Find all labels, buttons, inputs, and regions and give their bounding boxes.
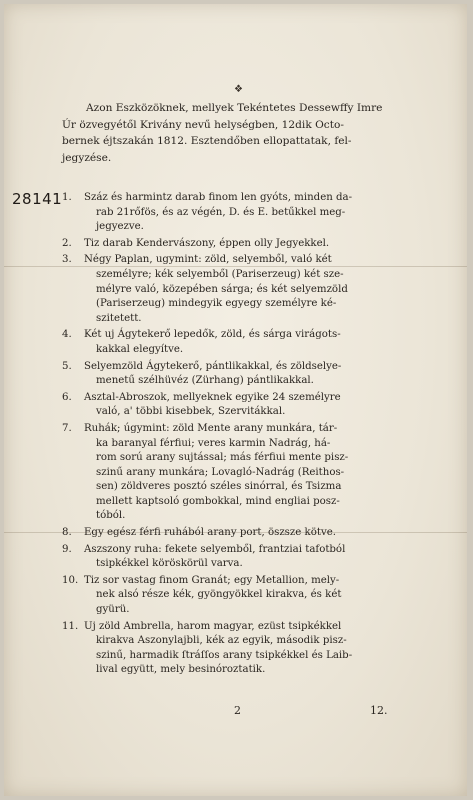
inventory-item	[62, 328, 400, 357]
item-number: 1.	[62, 192, 72, 203]
inventory-item	[62, 253, 400, 326]
item-line: Asztal-Abroszok, mellyeknek egyike 24 személyre	[84, 391, 341, 403]
signature-mark: 2	[234, 704, 241, 717]
item-number: 3.	[62, 254, 72, 266]
item-number: 4.	[62, 329, 72, 341]
item-line: gyürü.	[96, 604, 130, 616]
item-line: jegyezve.	[96, 221, 144, 233]
item-line: Négy Paplan, ugymint: zöld, selyemből, való két	[84, 254, 332, 266]
item-line: mélyre való, közepében sárga; és két selyemzöld	[96, 283, 348, 295]
inventory-item	[62, 191, 400, 235]
item-number: 11.	[62, 620, 79, 632]
item-line: (Pariserzeug) mindegyik egyegy személyre ké-	[96, 298, 337, 310]
inventory-item	[62, 422, 400, 524]
item-line: kirakva Aszonylajbli, kék az egyik, második pisz-	[96, 635, 347, 647]
item-line: Uj zöld Ambrella, harom magyar, ezüst tsipkékkel	[84, 620, 342, 632]
item-line: Aszszony ruha: fekete selyemből, frantziai tafotból	[84, 543, 346, 555]
document-page	[4, 4, 467, 796]
item-line: szinű arany munkára; Lovagló-Nadrág (Reithos-	[96, 466, 345, 478]
heading-line: Úr özvegyétől Krivány nevű helységben, 12dik Octo-	[62, 118, 344, 131]
item-number: 10.	[62, 574, 79, 586]
item-number: 9.	[62, 543, 72, 555]
item-line: nek alsó része kék, gyöngyökkel kirakva, és két	[96, 589, 342, 601]
item-line: ka baranyal férfiui; veres karmin Nadrág, há-	[96, 437, 331, 449]
heading-line: bernek éjtszakán 1812. Esztendőben ellopattatak, fel-	[62, 135, 352, 148]
item-line: menetű szélhüvéz (Zürhang) pántlikakkal.	[96, 375, 314, 387]
inventory-item	[62, 574, 400, 618]
item-number: 8.	[62, 527, 72, 539]
item-line: Tiz darab Kendervászony, éppen olly Jegyekkel.	[84, 237, 330, 249]
item-line: lival együtt, mely besinóroztatik.	[96, 664, 266, 676]
heading-line: Azon Eszközöknek, mellyek Tekéntetes Dessewffy Imre	[86, 102, 383, 114]
inventory-item	[62, 526, 400, 541]
item-line: személyre; kék selyemből (Pariserzeug) két sze-	[96, 268, 344, 280]
item-line: Ruhák; úgymint: zöld Mente arany munkára, tár-	[84, 422, 338, 434]
item-line: tóból.	[96, 510, 126, 522]
item-number: 5.	[62, 360, 72, 372]
inventory-item	[62, 391, 400, 420]
item-number: 2.	[62, 237, 72, 249]
item-line: kakkal elegyítve.	[96, 343, 184, 355]
page-number: 12.	[370, 704, 388, 717]
item-line: Tiz sor vastag finom Granát; egy Metallion, mely-	[84, 574, 340, 586]
inventory-list	[62, 191, 400, 680]
item-line: Selyemzöld Ágytekerő, pántlikakkal, és zöldselye-	[84, 360, 342, 372]
item-line: mellett kaptsoló gombokkal, mind engliai posz-	[96, 495, 340, 507]
inventory-item	[62, 543, 400, 572]
item-line: szinű, harmadik ſtráſſos arany tsipkékkel és Laib-	[96, 649, 353, 661]
archive-number: 28141	[12, 190, 63, 208]
inventory-item	[62, 237, 400, 252]
document-heading	[62, 100, 400, 166]
item-line: tsipkékkel köröskörül varva.	[96, 558, 243, 570]
ornament-mark: ❖	[234, 84, 243, 95]
item-line: sen) zöldveres posztó széles sinórral, és Tsizma	[96, 481, 342, 493]
item-number: 7.	[62, 422, 72, 434]
item-line: Egy egész férfi ruhából arany port, öszsze kötve.	[84, 527, 336, 539]
item-number: 6.	[62, 391, 72, 403]
item-line: Két uj Ágytekerő lepedők, zöld, és sárga virágots-	[84, 329, 341, 341]
inventory-item	[62, 360, 400, 389]
item-line: való, a' többi kisebbek, Szervitákkal.	[96, 406, 286, 418]
heading-line: jegyzése.	[62, 151, 112, 164]
item-line: Száz és harmintz darab finom len gyóts, minden da-	[84, 192, 353, 203]
item-line: rab 21rőfös, és az végén, D. és E. betűkkel meg-	[96, 206, 346, 218]
inventory-item	[62, 620, 400, 678]
item-line: rom sorú arany sujtással; más férfiui mente pisz-	[96, 452, 349, 464]
item-line: szitetett.	[96, 312, 142, 324]
